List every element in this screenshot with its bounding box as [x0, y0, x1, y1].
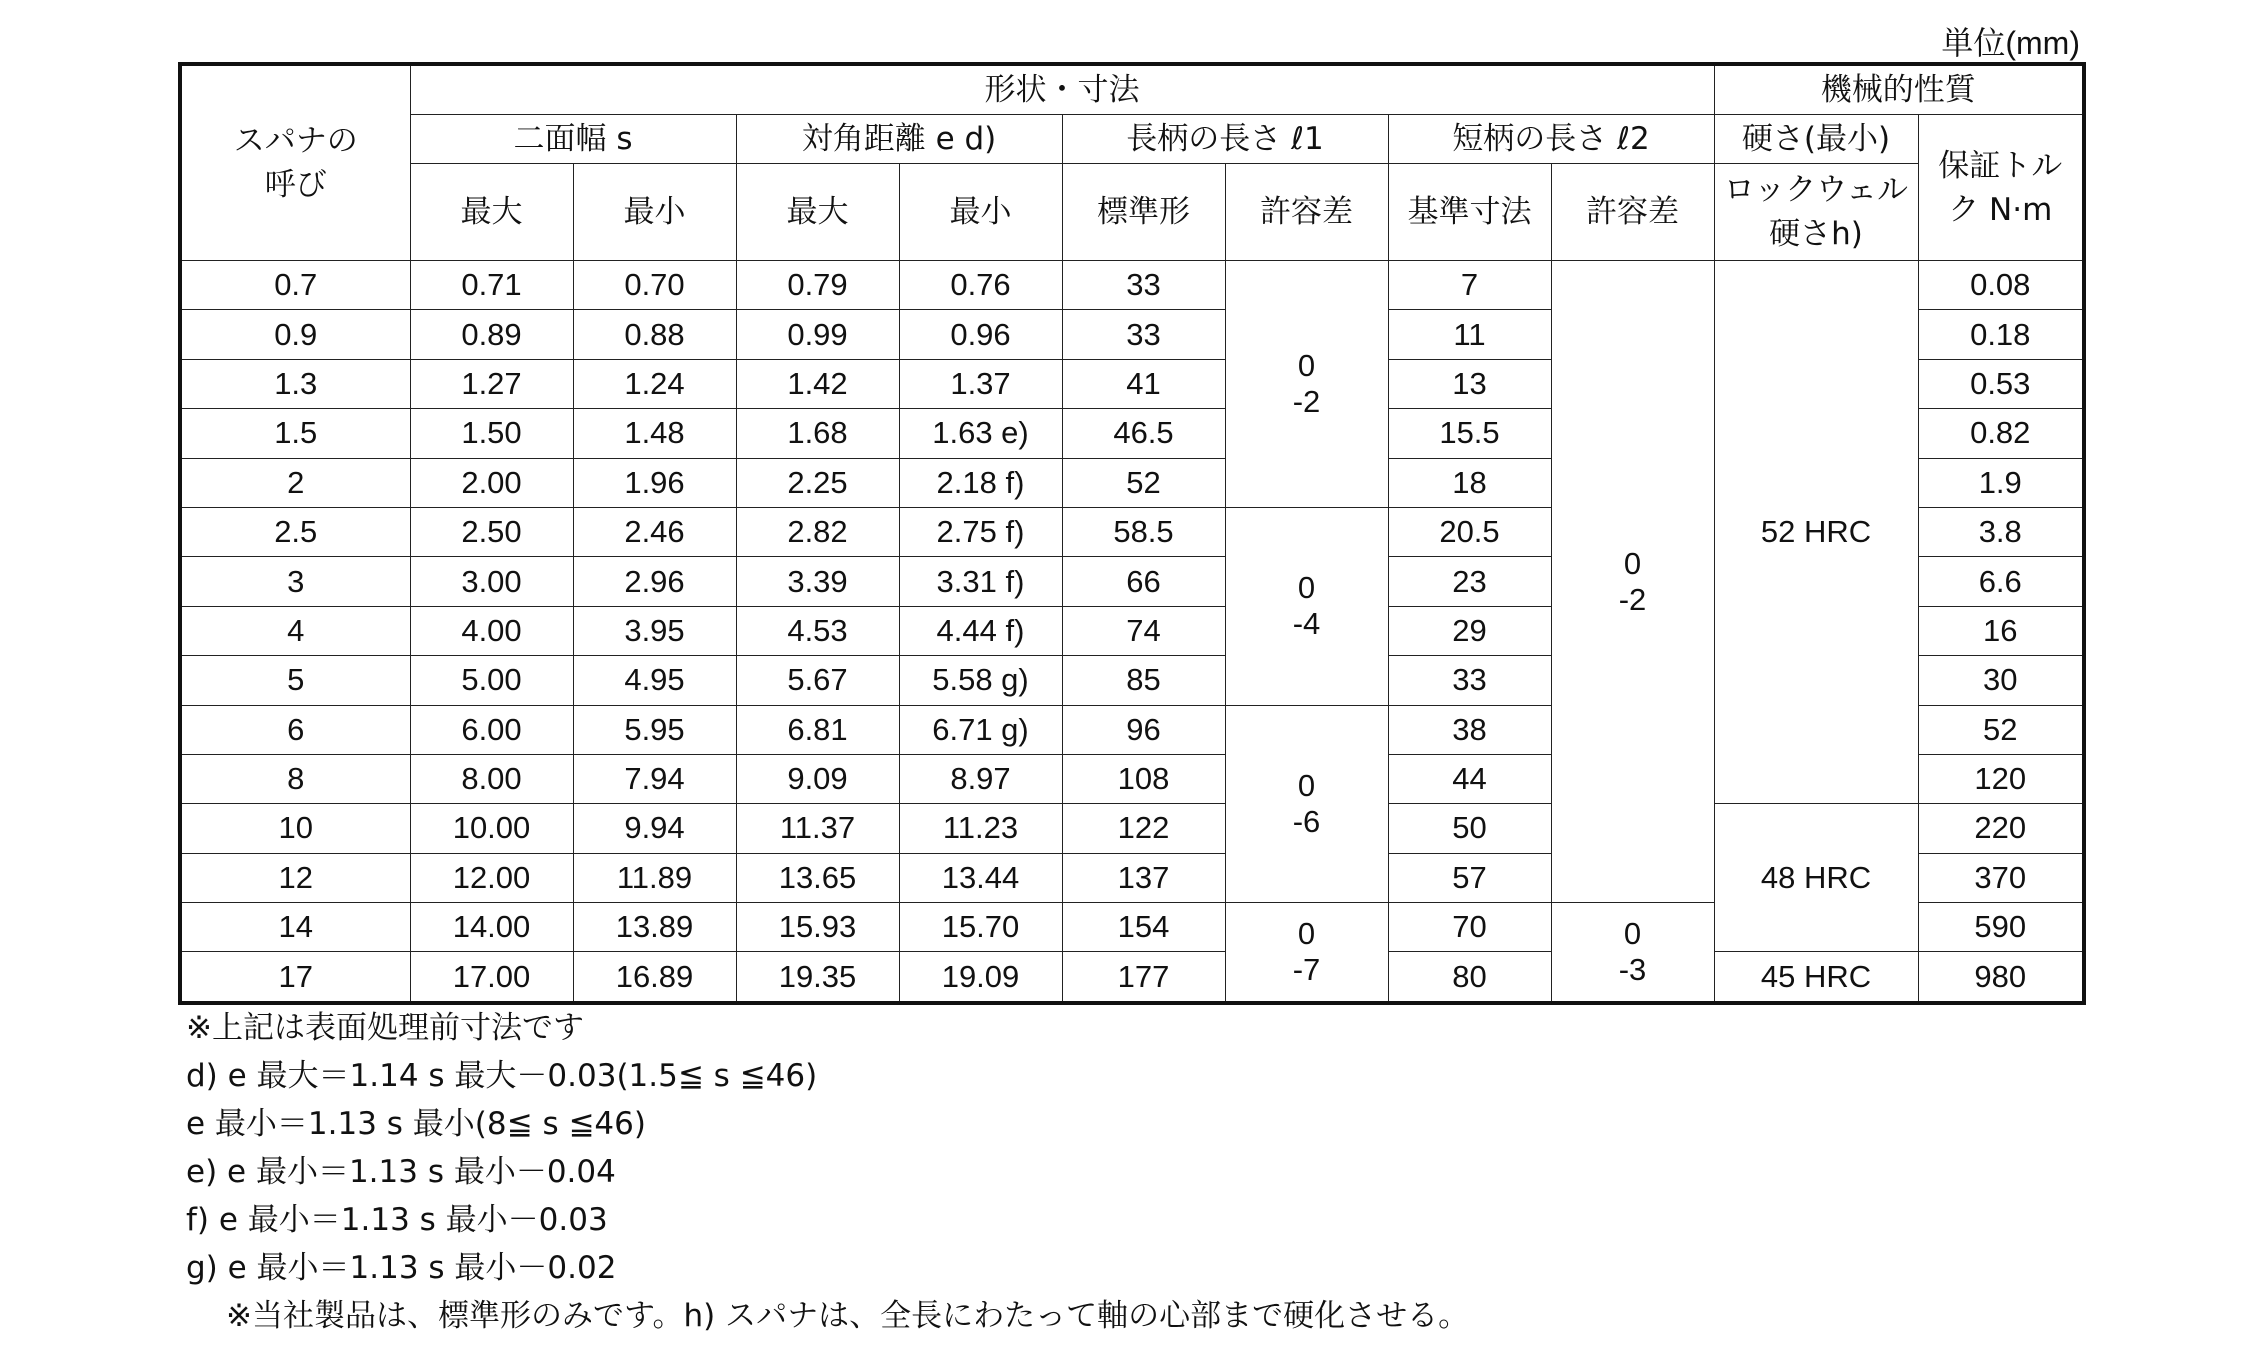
cell-e-max: 5.67 — [736, 656, 899, 705]
header-s-max: 最大 — [410, 164, 573, 261]
cell-s-min: 2.46 — [573, 507, 736, 556]
cell-e-max: 13.65 — [736, 853, 899, 902]
cell-l2: 20.5 — [1388, 507, 1551, 556]
cell-torque: 52 — [1918, 705, 2084, 754]
cell-l1: 96 — [1062, 705, 1225, 754]
cell-torque: 370 — [1918, 853, 2084, 902]
cell-e-max: 9.09 — [736, 754, 899, 803]
table-body — [180, 261, 2084, 1003]
cell-l1: 122 — [1062, 804, 1225, 853]
l1-tolerance-group-1: 0 -2 — [1225, 261, 1388, 508]
cell-s-max: 5.00 — [410, 656, 573, 705]
cell-size: 4 — [180, 606, 410, 655]
header-width-s: 二面幅 s — [410, 115, 736, 164]
cell-l1: 58.5 — [1062, 507, 1225, 556]
cell-s-max: 14.00 — [410, 903, 573, 952]
header-s-min: 最小 — [573, 164, 736, 261]
header-e-min: 最小 — [899, 164, 1062, 261]
cell-l2: 29 — [1388, 606, 1551, 655]
cell-torque: 6.6 — [1918, 557, 2084, 606]
cell-l2: 11 — [1388, 310, 1551, 359]
cell-e-max: 19.35 — [736, 952, 899, 1003]
cell-l2: 23 — [1388, 557, 1551, 606]
cell-s-max: 1.27 — [410, 359, 573, 408]
cell-size: 12 — [180, 853, 410, 902]
l1-tolerance-group-3: 0 -6 — [1225, 705, 1388, 903]
cell-e-min: 2.18 f) — [899, 458, 1062, 507]
l1-tolerance-group-2: 0 -4 — [1225, 507, 1388, 705]
cell-e-max: 4.53 — [736, 606, 899, 655]
cell-l2: 50 — [1388, 804, 1551, 853]
cell-size: 2 — [180, 458, 410, 507]
cell-e-min: 3.31 f) — [899, 557, 1062, 606]
cell-s-min: 3.95 — [573, 606, 736, 655]
cell-size: 14 — [180, 903, 410, 952]
unit-label: 単位(mm) — [1941, 25, 2080, 61]
cell-e-max: 2.25 — [736, 458, 899, 507]
cell-e-max: 1.42 — [736, 359, 899, 408]
cell-size: 6 — [180, 705, 410, 754]
cell-torque: 3.8 — [1918, 507, 2084, 556]
cell-l1: 46.5 — [1062, 409, 1225, 458]
cell-l2: 7 — [1388, 261, 1551, 310]
cell-e-min: 1.37 — [899, 359, 1062, 408]
note-surface: ※上記は表面処理前寸法です — [186, 1010, 584, 1046]
header-l1-tolerance: 許容差 — [1225, 164, 1388, 261]
header-l2-basic: 基準寸法 — [1388, 164, 1551, 261]
cell-torque: 220 — [1918, 804, 2084, 853]
cell-e-max: 1.68 — [736, 409, 899, 458]
cell-l1: 154 — [1062, 903, 1225, 952]
cell-e-max: 0.99 — [736, 310, 899, 359]
cell-e-min: 0.76 — [899, 261, 1062, 310]
hardness-group-48: 48 HRC — [1714, 804, 1918, 952]
header-diag-e: 対角距離 e d) — [736, 115, 1062, 164]
cell-l2: 38 — [1388, 705, 1551, 754]
cell-s-min: 0.70 — [573, 261, 736, 310]
cell-size: 1.3 — [180, 359, 410, 408]
cell-e-max: 0.79 — [736, 261, 899, 310]
cell-l2: 80 — [1388, 952, 1551, 1003]
cell-l1: 33 — [1062, 261, 1225, 310]
note-g: g) e 最小＝1.13 s 最小－0.02 — [186, 1250, 617, 1286]
cell-e-max: 2.82 — [736, 507, 899, 556]
cell-torque: 980 — [1918, 952, 2084, 1003]
cell-l2: 18 — [1388, 458, 1551, 507]
cell-size: 0.7 — [180, 261, 410, 310]
table-row — [180, 804, 2084, 853]
cell-torque: 1.9 — [1918, 458, 2084, 507]
cell-e-min: 2.75 f) — [899, 507, 1062, 556]
cell-size: 0.9 — [180, 310, 410, 359]
cell-l2: 15.5 — [1388, 409, 1551, 458]
cell-torque: 0.82 — [1918, 409, 2084, 458]
cell-l1: 177 — [1062, 952, 1225, 1003]
cell-l2: 70 — [1388, 903, 1551, 952]
header-l1-standard: 標準形 — [1062, 164, 1225, 261]
cell-l1: 66 — [1062, 557, 1225, 606]
cell-l2: 57 — [1388, 853, 1551, 902]
cell-e-min: 6.71 g) — [899, 705, 1062, 754]
header-mechanical: 機械的性質 — [1714, 64, 2084, 115]
cell-size: 17 — [180, 952, 410, 1003]
cell-e-min: 13.44 — [899, 853, 1062, 902]
l2-tolerance-group-2: 0 -3 — [1551, 903, 1714, 1003]
header-long-handle: 長柄の長さ ℓ1 — [1062, 115, 1388, 164]
cell-s-min: 4.95 — [573, 656, 736, 705]
cell-s-min: 11.89 — [573, 853, 736, 902]
header-hardness: 硬さ(最小) — [1714, 115, 1918, 164]
cell-torque: 0.08 — [1918, 261, 2084, 310]
cell-s-min: 0.88 — [573, 310, 736, 359]
header-torque: 保証トル ク N·m — [1918, 115, 2084, 261]
header-rockwell: ロックウェル 硬さh) — [1714, 164, 1918, 261]
l2-tolerance-group-1: 0 -2 — [1551, 261, 1714, 903]
cell-e-min: 15.70 — [899, 903, 1062, 952]
cell-s-max: 3.00 — [410, 557, 573, 606]
cell-e-min: 4.44 f) — [899, 606, 1062, 655]
cell-e-min: 5.58 g) — [899, 656, 1062, 705]
cell-e-max: 6.81 — [736, 705, 899, 754]
header-shape-dims: 形状・寸法 — [410, 64, 1714, 115]
cell-s-min: 16.89 — [573, 952, 736, 1003]
cell-l1: 74 — [1062, 606, 1225, 655]
cell-e-min: 8.97 — [899, 754, 1062, 803]
cell-torque: 0.53 — [1918, 359, 2084, 408]
cell-l2: 44 — [1388, 754, 1551, 803]
cell-s-max: 1.50 — [410, 409, 573, 458]
cell-torque: 0.18 — [1918, 310, 2084, 359]
table-row — [180, 952, 2084, 1003]
cell-e-max: 11.37 — [736, 804, 899, 853]
cell-s-max: 4.00 — [410, 606, 573, 655]
header-short-handle: 短柄の長さ ℓ2 — [1388, 115, 1714, 164]
cell-torque: 16 — [1918, 606, 2084, 655]
hardness-group-45: 45 HRC — [1714, 952, 1918, 1003]
cell-s-min: 1.48 — [573, 409, 736, 458]
cell-e-min: 11.23 — [899, 804, 1062, 853]
header-e-max: 最大 — [736, 164, 899, 261]
cell-torque: 120 — [1918, 754, 2084, 803]
cell-s-min: 7.94 — [573, 754, 736, 803]
table-header — [180, 64, 2084, 261]
cell-size: 8 — [180, 754, 410, 803]
cell-e-max: 15.93 — [736, 903, 899, 952]
cell-l1: 137 — [1062, 853, 1225, 902]
cell-l1: 33 — [1062, 310, 1225, 359]
note-d-2: e 最小＝1.13 s 最小(8≦ s ≦46) — [186, 1106, 646, 1142]
cell-l1: 85 — [1062, 656, 1225, 705]
cell-l2: 13 — [1388, 359, 1551, 408]
cell-s-min: 9.94 — [573, 804, 736, 853]
cell-s-max: 8.00 — [410, 754, 573, 803]
cell-e-min: 19.09 — [899, 952, 1062, 1003]
note-d: d) e 最大＝1.14 s 最大－0.03(1.5≦ s ≦46) — [186, 1058, 818, 1094]
header-l2-tolerance: 許容差 — [1551, 164, 1714, 261]
cell-l1: 52 — [1062, 458, 1225, 507]
cell-s-max: 0.89 — [410, 310, 573, 359]
cell-size: 5 — [180, 656, 410, 705]
cell-s-max: 17.00 — [410, 952, 573, 1003]
cell-l1: 108 — [1062, 754, 1225, 803]
table-row — [180, 261, 2084, 310]
cell-l2: 33 — [1388, 656, 1551, 705]
cell-s-max: 2.50 — [410, 507, 573, 556]
cell-s-min: 1.96 — [573, 458, 736, 507]
cell-s-min: 1.24 — [573, 359, 736, 408]
cell-s-max: 6.00 — [410, 705, 573, 754]
cell-s-max: 10.00 — [410, 804, 573, 853]
cell-e-min: 1.63 e) — [899, 409, 1062, 458]
cell-e-max: 3.39 — [736, 557, 899, 606]
cell-s-max: 2.00 — [410, 458, 573, 507]
cell-size: 1.5 — [180, 409, 410, 458]
cell-size: 10 — [180, 804, 410, 853]
cell-s-max: 0.71 — [410, 261, 573, 310]
l1-tolerance-group-4: 0 -7 — [1225, 903, 1388, 1003]
note-company-h: ※当社製品は、標準形のみです。h) スパナは、全長にわたって軸の心部まで硬化させる。 — [226, 1298, 1470, 1334]
note-f: f) e 最小＝1.13 s 最小－0.03 — [186, 1202, 608, 1238]
cell-e-min: 0.96 — [899, 310, 1062, 359]
cell-size: 3 — [180, 557, 410, 606]
cell-s-min: 5.95 — [573, 705, 736, 754]
cell-l1: 41 — [1062, 359, 1225, 408]
footnotes — [186, 1004, 1469, 1340]
cell-s-min: 13.89 — [573, 903, 736, 952]
cell-size: 2.5 — [180, 507, 410, 556]
header-call-size: スパナの 呼び — [180, 64, 410, 261]
note-e: e) e 最小＝1.13 s 最小－0.04 — [186, 1154, 616, 1190]
spanner-spec-table — [178, 62, 2086, 1005]
cell-torque: 590 — [1918, 903, 2084, 952]
cell-torque: 30 — [1918, 656, 2084, 705]
hardness-group-52: 52 HRC — [1714, 261, 1918, 804]
cell-s-min: 2.96 — [573, 557, 736, 606]
cell-s-max: 12.00 — [410, 853, 573, 902]
